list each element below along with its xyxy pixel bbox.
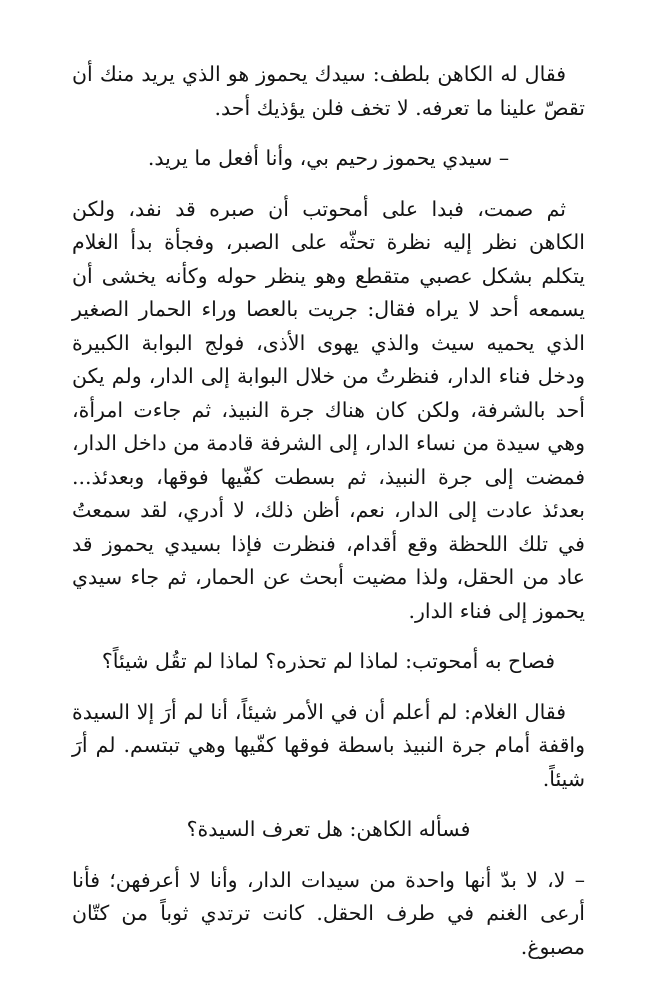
book-page [72,58,585,981]
paragraph-priest-speaks: فقال له الكاهن بلطف: سيدك يحموز هو الذي يريد منك أن تقصّ علينا ما تعرفه. لا تخف فلن يؤذيك أحد. [72,62,585,120]
dialogue-boy-final: – لا، لا بدّ أنها واحدة من سيدات الدار، وأنا لا أعرفهن؛ فأنا أرعى الغنم في طرف الحقل. كانت ترتدي ثوباً من كتّان مصبوغ. [72,867,585,959]
paragraph-priest-asks: فسأله الكاهن: هل تعرف السيدة؟ [186,817,471,841]
paragraph-boy-answer: فقال الغلام: لم أعلم أن في الأمر شيئاً، أنا لم أرَ إلا السيدة واقفة أمام جرة النبيذ باسطة فوقها كفّيها وهي تبتسم. لم أرَ شيئاً. [72,699,585,791]
dialogue-boy-reply: – سيدي يحموز رحيم بي، وأنا أفعل ما يريد. [147,146,510,170]
paragraph-imhotep-shouts: فصاح به أمحوتب: لماذا لم تحذره؟ لماذا لم تقُل شيئاً؟ [101,649,556,673]
paragraph-boy-story: ثم صمت، فبدا على أمحوتب أن صبره قد نفد، ولكن الكاهن نظر إليه نظرة تحثّه على الصبر، وفجأة بدأ الغلام يتكلم بشكل عصبي متقطع وهو ينظر حوله وكأنه يخشى أن يسمعه أحد لا يراه فقال: جريت بالعصا وراء الحمار الصغير الذي يحميه سيث والذي يهوى الأذى، فولج البوابة الكبيرة ودخل فناء الدار، فنظرتُ من خلال البوابة إلى الدار، ولم يكن أحد بالشرفة، ولكن كان هناك جرة النبيذ، ثم جاءت امرأة، وهي سيدة من نساء الدار، إلى الشرفة قادمة من داخل الدار، فمضت إلى جرة النبيذ، ثم بسطت كفّيها فوقها، وبعدئذ... بعدئذ عادت إلى الدار، نعم، أظن ذلك، لا أدري، لقد سمعتُ في تلك اللحظة وقع أقدام، فنظرت فإذا بسيدي يحموز قد عاد من الحقل، ولذا مضيت أبحث عن الحمار، ثم جاء سيدي يحموز إلى فناء الدار. [72,196,585,623]
